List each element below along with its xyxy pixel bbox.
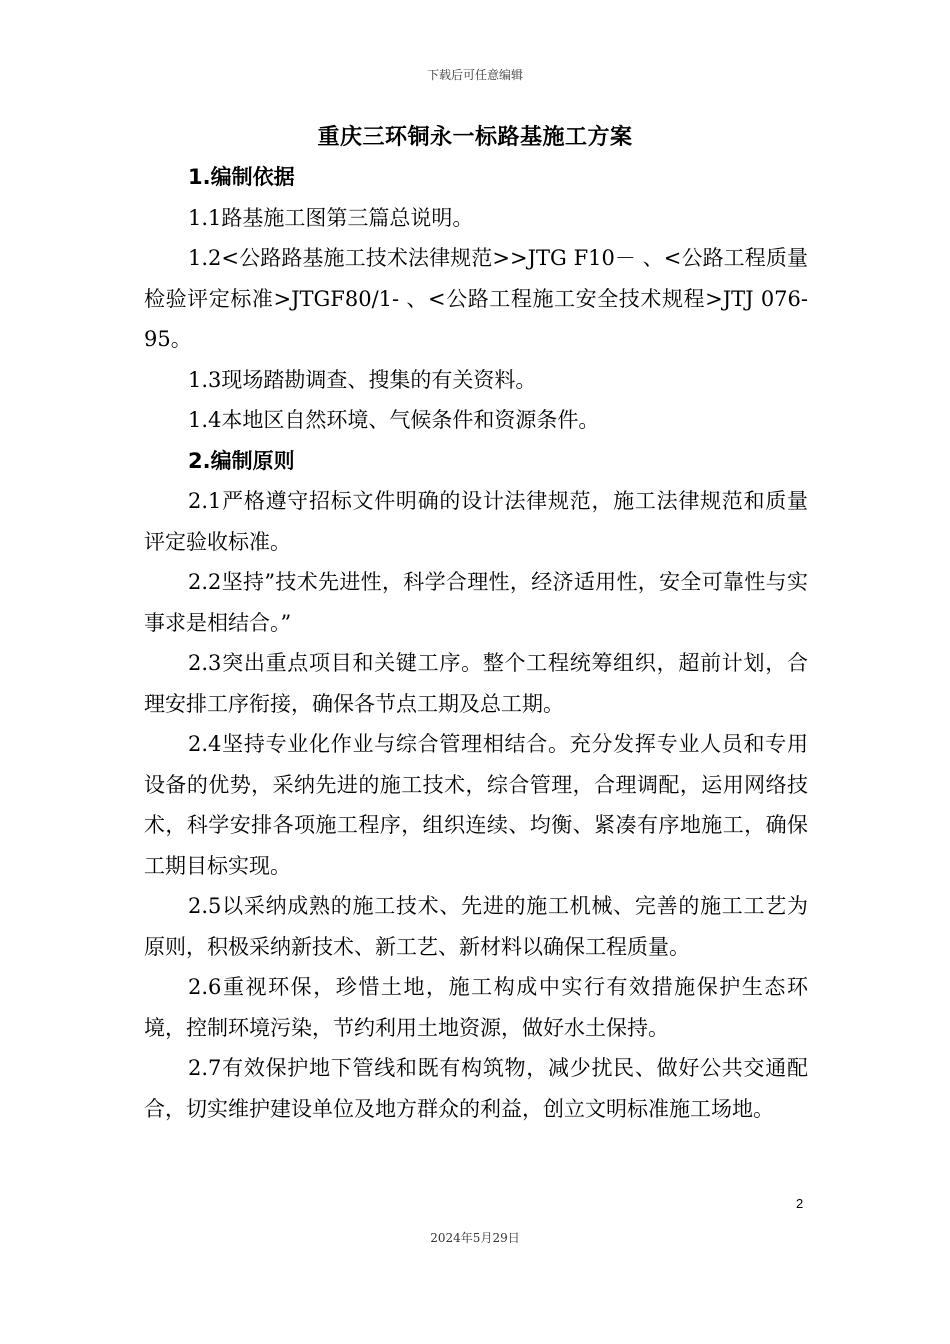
section-basis (144, 157, 808, 441)
paragraph: 2.3突出重点项目和关键工序。整个工程统筹组织，超前计划，合理安排工序衔接，确保各节点工期及总工期。 (144, 651, 808, 716)
paragraph: 2.4坚持专业化作业与综合管理相结合。充分发挥专业人员和专用设备的优势，采纳先进的施工技术，综合管理，合理调配，运用网络技术，科学安排各项施工程序，组织连续、均衡、紧凑有序地施工，确保工期目标实现。 (144, 732, 808, 878)
paragraph: 1.4本地区自然环境、气候条件和资源条件。 (188, 408, 600, 432)
paragraph: 2.6重视环保，珍惜土地，施工构成中实行有效措施保护生态环境，控制环境污染，节约利用土地资源，做好水土保持。 (144, 975, 808, 1040)
document-title: 重庆三环铜永一标路基施工方案 (317, 125, 633, 150)
paragraph: 2.2坚持”技术先进性，科学合理性，经济适用性，安全可靠性与实事求是相结合。” (144, 570, 808, 635)
section-principles (144, 441, 808, 1130)
document-body (144, 157, 808, 1129)
paragraph: 2.5以采纳成熟的施工技术、先进的施工机械、完善的施工工艺为原则，积极采纳新技术、新工艺、新材料以确保工程质量。 (144, 894, 808, 959)
paragraph: 1.1路基施工图第三篇总说明。 (188, 205, 474, 230)
page-footer-date: 2024年5月29日 (430, 1231, 520, 1245)
page-header: 下载后可任意编辑 (426, 68, 523, 82)
paragraph: 2.1严格遵守招标文件明确的设计法律规范，施工法律规范和质量评定验收标准。 (144, 489, 808, 554)
paragraph: 2.7有效保护地下管线和既有构筑物，减少扰民、做好公共交通配合，切实维护建设单位及地方群众的利益，创立文明标准施工场地。 (144, 1056, 808, 1121)
page-number: 2 (796, 1196, 804, 1211)
paragraph: 1.2<公路路基施工技术法律规范>>JTG F10－ 、<公路工程质量检验评定标准>JTGF80/1- 、<公路工程施工安全技术规程>JTJ 076-95。 (144, 246, 808, 351)
paragraph: 1.3现场踏勘调查、搜集的有关资料。 (188, 367, 537, 392)
section-heading: 1.编制依据 (188, 165, 295, 189)
section-heading: 2.编制原则 (188, 448, 295, 473)
